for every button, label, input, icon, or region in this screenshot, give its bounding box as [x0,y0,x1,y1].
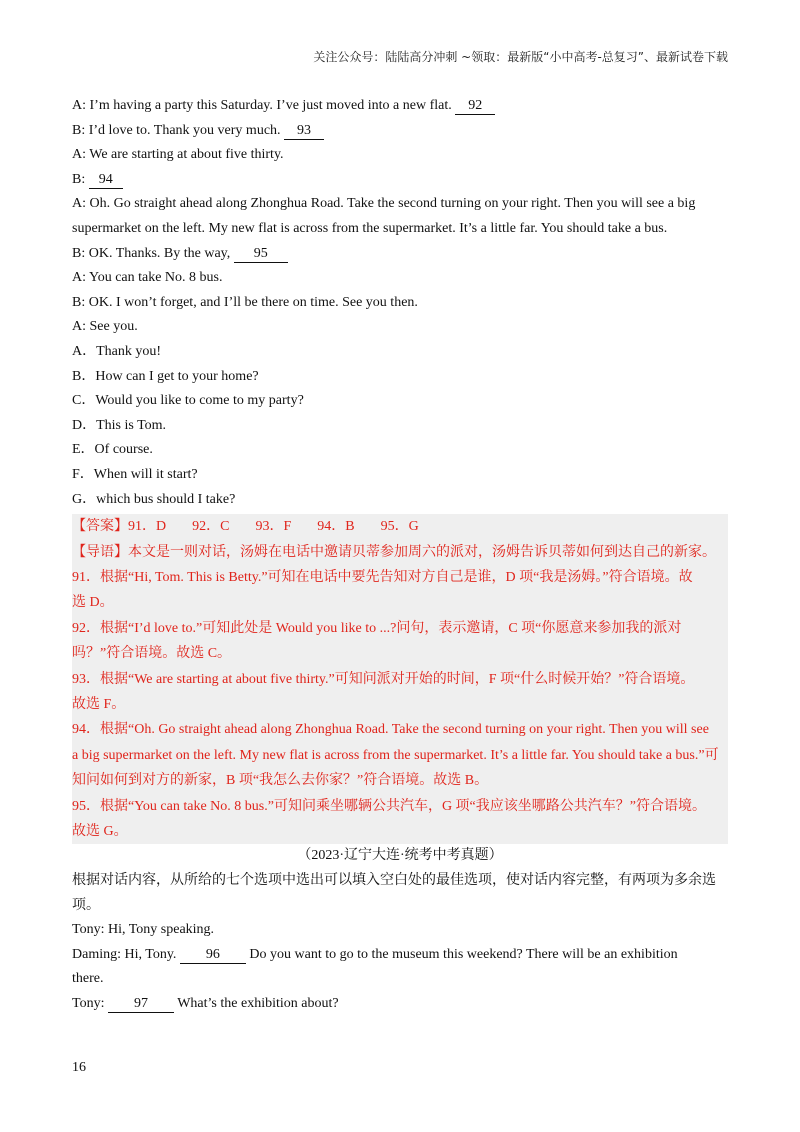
answer-line: 91．根据“Hi, Tom. This is Betty.”可知在电话中要先告知对方自己是谁，D 项“我是汤姆。”符合语境。故 [72,569,693,585]
instructions-line: 项。 [72,897,100,913]
instructions-line: 根据对话内容，从所给的七个选项中选出可以填入空白处的最佳选项，使对话内容完整，有两项为多余选 [72,872,716,888]
option-d: D．This is Tom. [72,417,167,433]
option-b: B．How can I get to your home? [72,368,259,384]
dialog-line: A: Oh. Go straight ahead along Zhonghua Road. Take the second turning on your right. Then you will see a big [72,196,696,212]
option-c: C．Would you like to come to my party? [72,393,304,409]
dialog-line: A: See you. [72,319,138,335]
dialog-line: B: OK. I won’t forget, and I’ll be there on time. See you then. [72,294,418,310]
dialog-line: B: I’d love to. Thank you very much. 93 [72,119,728,144]
option-f: F．When will it start? [72,466,198,482]
answer-line: 知问如何到对方的新家，B 项“我怎么去你家？”符合语境。故选 B。 [72,773,489,789]
dialog-line: B: OK. Thanks. By the way, 95 [72,242,728,267]
dialog-line: B: 94 [72,168,728,193]
option-a: A．Thank you! [72,343,162,359]
dialog-line: A: You can take No. 8 bus. [72,270,223,286]
dialog-line: Tony: 97 What’s the exhibition about? [72,995,339,1011]
option-e: E．Of course. [72,442,153,458]
answer-line: 93．根据“We are starting at about five thirty.”可知问派对开始的时间，F 项“什么时候开始？”符合语境。 [72,671,695,687]
answer-line: a big supermarket on the left. My new flat is across from the supermarket. It’s a little far. You should take a bus.”可 [72,747,719,763]
blank-94: 94 [89,172,123,189]
blank-92: 92 [455,98,495,115]
dialog-line: Daming: Hi, Tony. 96 Do you want to go to the museum this weekend? There will be an exhibition [72,946,678,962]
answer-block [72,514,728,844]
blank-96: 96 [180,947,246,964]
dialog-line: there. [72,971,104,987]
answer-line: 选 D。 [72,595,114,611]
page-number: 16 [72,1060,86,1075]
answer-line: 故选 G。 [72,823,128,839]
blank-97: 97 [108,996,174,1013]
answer-line: 94．根据“Oh. Go straight ahead along Zhonghua Road. Take the second turning on your right. Then you will see [72,722,709,738]
answer-line: 故选 F。 [72,696,126,712]
page-header: 关注公众号：陆陆高分冲刺 ~领取：最新版“小中高考-总复习”、最新试卷下载 [313,50,728,64]
document-body [72,94,728,1017]
blank-93: 93 [284,123,324,140]
dialog-line: Tony: Hi, Tony speaking. [72,922,215,938]
dialog-line: supermarket on the left. My new flat is across from the supermarket. It’s a little far. You should take a bus. [72,220,668,236]
answer-key: 【答案】91．D 92．C 93．F 94．B 95．G [72,519,419,535]
question-source: （2023·辽宁大连·统考中考真题） [297,848,503,864]
option-g: G．which bus should I take? [72,491,236,507]
blank-95: 95 [234,246,288,263]
answer-line: 95．根据“You can take No. 8 bus.”可知问乘坐哪辆公共汽车，G 项“我应该坐哪路公共汽车？”符合语境。 [72,798,706,814]
answer-line: 吗？”符合语境。故选 C。 [72,646,232,662]
answer-line: 92．根据“I’d love to.”可知此处是 Would you like to ...?问句，表示邀请，C 项“你愿意来参加我的派对 [72,620,682,636]
answer-line: 【导语】本文是一则对话，汤姆在电话中邀请贝蒂参加周六的派对，汤姆告诉贝蒂如何到达自己的新家。 [72,544,716,560]
dialog-line: A: We are starting at about five thirty. [72,147,284,163]
dialog-line: A: I’m having a party this Saturday. I’ve just moved into a new flat. 92 [72,94,728,119]
